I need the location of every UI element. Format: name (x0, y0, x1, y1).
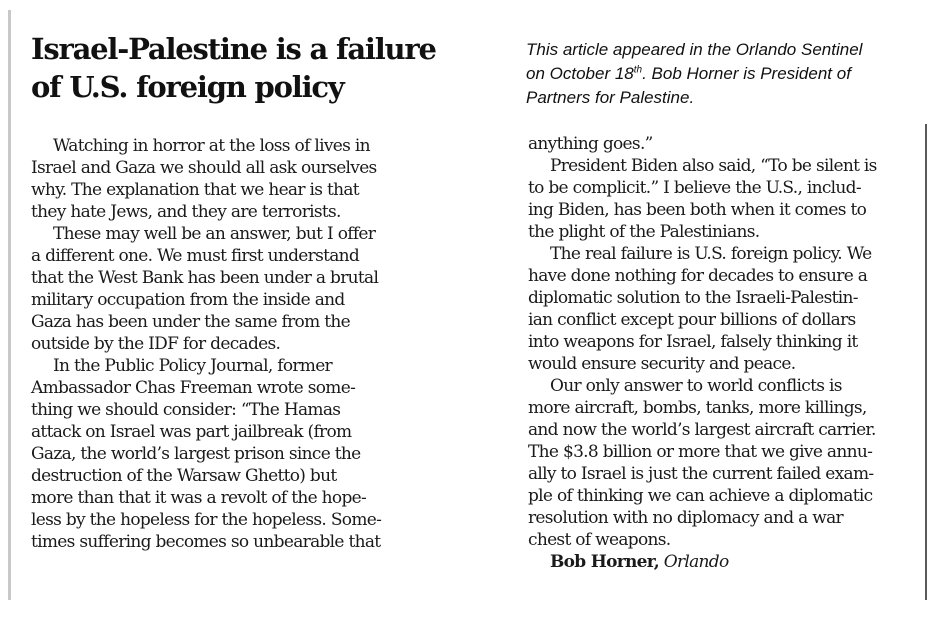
headline (31, 30, 451, 106)
text-line: In the Public Policy Journal, former (53, 356, 332, 376)
text-line: thing we should consider: “The Hamas (31, 400, 341, 420)
text-line: anything goes.” (528, 134, 653, 154)
text-line: Our only answer to world conflicts is (550, 376, 842, 396)
text-line: diplomatic solution to the Israeli-Palestin- (528, 288, 858, 308)
text-line: more than that it was a revolt of the hope- (31, 488, 367, 508)
text-line: have done nothing for decades to ensure a (528, 266, 868, 286)
left-column-rule (8, 10, 11, 600)
note-line: This article appeared in the Orlando Sentinel (526, 40, 863, 59)
author-city: Orlando (663, 552, 729, 572)
text-line: ian conflict except pour billions of dollars (528, 310, 856, 330)
text-line: times suffering becomes so unbearable that (31, 532, 381, 552)
left-text-column (31, 135, 443, 553)
text-line: ing Biden, has been both when it comes to (528, 200, 867, 220)
text-line: resolution with no diplomacy and a war (528, 508, 843, 528)
text-line: Ambassador Chas Freeman wrote some- (31, 378, 356, 398)
text-line: outside by the IDF for decades. (31, 334, 281, 354)
text-line: President Biden also said, “To be silent is (550, 156, 877, 176)
text-line: destruction of the Warsaw Ghetto) but (31, 466, 337, 486)
text-line: attack on Israel was part jailbreak (from (31, 422, 352, 442)
text-line: ple of thinking we can achieve a diplomatic (528, 486, 873, 506)
text-line: more aircraft, bombs, tanks, more killings, (528, 398, 867, 418)
text-line: to be complicit.” I believe the U.S., includ- (528, 178, 861, 198)
text-line: that the West Bank has been under a brutal (31, 268, 379, 288)
author-name: Bob Horner, (550, 552, 659, 572)
text-line: the plight of the Palestinians. (528, 222, 760, 242)
text-line: ally to Israel is just the current failed exam- (528, 464, 874, 484)
author-signature (528, 551, 920, 573)
headline-line: Israel-Palestine is a failure (31, 32, 436, 66)
text-line: chest of weapons. (528, 530, 671, 550)
text-line: Israel and Gaza we should all ask ourselves (31, 158, 377, 178)
right-text-column (528, 133, 920, 573)
publication-note (526, 38, 926, 110)
right-column-rule (925, 124, 927, 600)
text-line: The real failure is U.S. foreign policy. We (550, 244, 872, 264)
text-line: military occupation from the inside and (31, 290, 345, 310)
note-line: on October 18th. Bob Horner is President of (526, 64, 851, 83)
text-line: why. The explanation that we hear is that (31, 180, 359, 200)
note-line: Partners for Palestine. (526, 88, 695, 107)
text-line: would ensure security and peace. (528, 354, 796, 374)
text-line: less by the hopeless for the hopeless. Some- (31, 510, 382, 530)
text-line: Gaza has been under the same from the (31, 312, 350, 332)
text-line: Watching in horror at the loss of lives in (53, 136, 370, 156)
text-line: and now the world’s largest aircraft carrier. (528, 420, 876, 440)
text-line: they hate Jews, and they are terrorists. (31, 202, 341, 222)
text-line: The $3.8 billion or more that we give annu- (528, 442, 873, 462)
text-line: a different one. We must first understand (31, 246, 360, 266)
headline-line: of U.S. foreign policy (31, 70, 344, 104)
text-line: Gaza, the world’s largest prison since the (31, 444, 361, 464)
text-line: These may well be an answer, but I offer (53, 224, 376, 244)
text-line: into weapons for Israel, falsely thinking it (528, 332, 858, 352)
